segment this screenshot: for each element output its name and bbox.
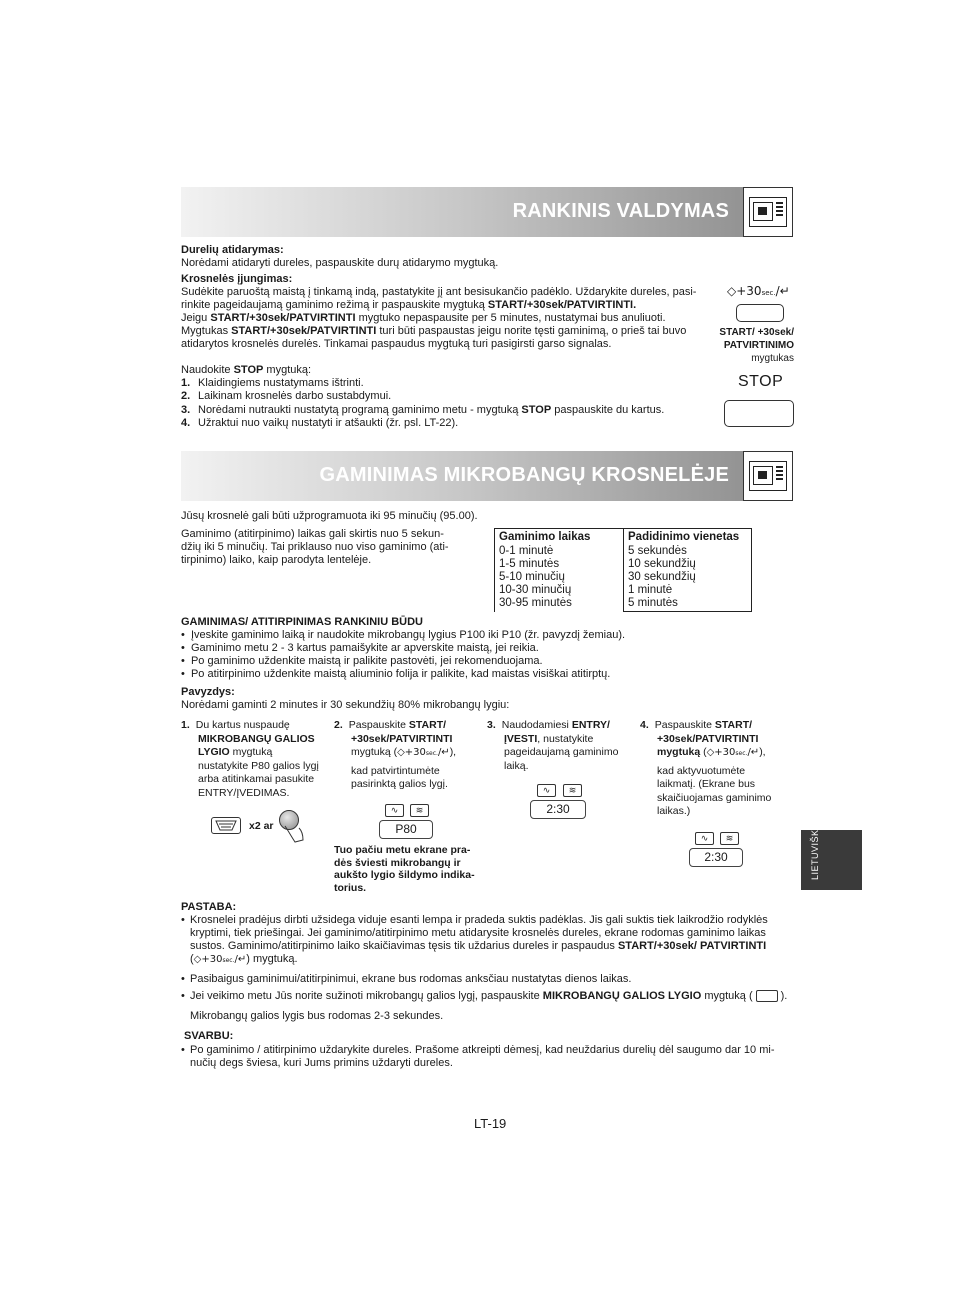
note-1: • Krosnelei pradėjus dirbti užsidega viduje esanti lempa ir pradeda suktis padėklas. Jis gali suktis tiek laikrodžio rodyklės kryptimi, tiek priešingai. Jei gaminimo/atitirpinimo metu atidarysite krosnelės dureles, ekrane rodomas gaminimo laikas sustos. Gaminimo/atitirpinimo laiko skaičiavimas tęsis tik uždarius dureles ir paspaudus START/+30sek/ PATVIRTINTI (◇+30sec./↵) mygtuką. [181,914,768,965]
manual-bullet: • Po gaminimo uždenkite maistą ir palikite pastovėti, jei rekomenduojama. [181,655,543,667]
microwave-indicator-icon: ∿ [695,832,714,845]
start-p3c: atidarytos krosnelės durelės. Tinkamai paspaudus mygtuką turi pasigirsti garso signalas. [181,338,612,350]
step-1: 1. Du kartus nuspaudę MIKROBANGŲ GALIOS LYGIO mygtuką nustatykite P80 galios lygį arba atitinkamai pasukite ENTRY/ĮVEDIMAS. [181,719,319,799]
manual-bullet: • Po atitirpinimo uždenkite maistą aliuminio folija ir palikite, kad maistas visiškai atitirptų. [181,668,611,680]
step-2-note: Tuo pačiu metu ekrane pra- dės šviesti mikrobangų ir aukšto lygio šildymo indika- torius. [334,844,475,894]
start-p1a: Sudėkite paruoštą maistą į tinkamą indą, pastatykite jį ant besisukančio padėklo. Uždarykite dureles, pasi- [181,286,697,298]
manual-bullet: • Gaminimo metu 2 - 3 kartus pamaišykite ar apverskite maistą, jei reikia. [181,642,539,654]
section-title: RANKINIS VALDYMAS [512,200,729,222]
stop-label: STOP [738,373,784,390]
important-heading: SVARBU: [184,1030,234,1042]
start-btn-caption-2: PATVIRTINIMO [723,340,794,351]
manual-heading: GAMINIMAS/ ATITIRPINIMAS RANKINIU BŪDU [181,616,423,628]
section2-intro: Jūsų krosnelė gali būti užprogramuota iki 95 minučių (95.00). [181,510,478,522]
start-button-graphic [736,304,784,322]
example-heading: Pavyzdys: [181,686,235,698]
stop-item-1: 1. Klaidingiems nustatymams ištrinti. [181,377,364,389]
manual-bullet: • Įveskite gaminimo laiką ir naudokite mikrobangų lygius P100 iki P10 (žr. pavyzdį žemiau). [181,629,626,641]
language-side-tab: LIETUVIŠKAI [801,830,862,890]
table-cell: 0-1 minutė 1-5 minutės 5-10 minučių 10-30 minučių 30-95 minutės [495,545,624,612]
microwave-indicator-icon: ∿ [385,804,404,817]
display-p80: P80 [379,820,433,839]
microwave-icon [743,451,793,501]
x2-label: x2 ar [249,820,274,832]
section-title: GAMINIMAS MIKROBANGŲ KROSNELĖJE [319,464,729,486]
example-text: Norėdami gaminti 2 minutes ir 30 sekundžių 80% mikrobangų lygiu: [181,699,510,711]
table-header: Padidinimo vienetas [624,529,752,546]
stop-item-2: 2. Laikinam krosnelės darbo sustabdymui. [181,390,392,402]
section-banner-rankinis [181,187,793,237]
note-3-line2: Mikrobangų galios lygis bus rodomas 2-3 sekundes. [190,1010,444,1022]
display-time-step4: 2:30 [689,848,743,867]
section2-para1: Gaminimo (atitirpinimo) laikas gali skirtis nuo 5 sekun- [181,528,444,540]
heat-indicator-icon: ≋ [563,784,582,797]
section-banner-gaminimas [181,451,793,501]
start-symbol: ◇+30sec./↵ [727,284,790,298]
note-heading: PASTABA: [181,901,237,913]
stop-button-graphic [724,400,794,427]
display-time-step3: 2:30 [530,800,586,819]
microwave-indicator-icon: ∿ [537,784,556,797]
time-increment-table [494,528,752,612]
microwave-icon [743,187,793,237]
table-cell: 5 sekundės 10 sekundžių 30 sekundžių 1 minutė 5 minutės [624,545,752,612]
start-heading: Krosnelės įjungimas: [181,273,293,285]
note-2: • Pasibaigus gaminimui/atitirpinimui, ekrane bus rodomas anksčiau nustatytas dienos laikas. [181,973,632,985]
hand-icon [283,822,305,850]
stop-item-3: 3. Norėdami nutraukti nustatytą programą gaminimo metu - mygtuką STOP paspauskite du kartus. [181,404,665,416]
start-p3: Mygtukas START/+30sek/PATVIRTINTI turi būti paspaustas jeigu norite tęsti gaminimą, o prieš tai buvo [181,325,687,337]
start-p2: Jeigu START/+30sek/PATVIRTINTI mygtuko nepaspausite per 5 minutes, nustatymai bus anuliuoti. [181,312,666,324]
start-p1b: rinkite pageidaujamą gaminimo režimą ir paspauskite mygtuką START/+30sek/PATVIRTINTI. [181,299,637,311]
heat-indicator-icon: ≋ [720,832,739,845]
important-text: • Po gaminimo / atitirpinimo uždarykite dureles. Prašome atkreipti dėmesį, kad neuždarius durelių dėl saugumo dar 10 mi- nučių degs šviesa, kuri Jums primins uždaryti dureles. [181,1044,775,1069]
door-text: Norėdami atidaryti dureles, paspauskite durų atidarymo mygtuką. [181,257,499,269]
step-4: 4. Paspauskite START/ +30sek/PATVIRTINTI mygtuką (◇+30sec./↵), kad aktyvuotumėte laikmatį. (Ekrane bus skaičiuojamas gaminimo laikas.) [640,719,772,817]
start-btn-caption-3: mygtukas [751,353,794,364]
note-3: • Jei veikimo metu Jūs norite sužinoti mikrobangų galios lygį, paspauskite MIKROBANGŲ GALIOS LYGIO mygtuką ( ). [181,990,788,1002]
table-header: Gaminimo laikas [495,529,624,546]
section2-para3: tirpinimo) laiko, kaip parodyta lentelėje. [181,554,372,566]
step-3: 3. Naudodamiesi ENTRY/ ĮVESTI, nustatykite pageidaujamą gaminimo laiką. [487,719,619,772]
page-number: LT-19 [474,1116,507,1131]
stop-item-4: 4. Užraktui nuo vaikų nustatyti ir atšaukti (žr. psl. LT-22). [181,417,459,429]
step-2: 2. Paspauskite START/ +30sek/PATVIRTINTI mygtuką (◇+30sec./↵), kad patvirtintumėte pasirinktą galios lygį. [334,719,457,790]
power-level-icon [756,990,778,1002]
heat-indicator-icon: ≋ [410,804,429,817]
section2-para2: džių iki 5 minučių. Tai priklauso nuo viso gaminimo (ati- [181,541,449,553]
power-level-icon [211,817,241,834]
stop-intro: Naudokite STOP mygtuką: [181,364,312,376]
door-heading: Durelių atidarymas: [181,244,284,256]
start-btn-caption-1: START/ +30sek/ [719,327,794,338]
